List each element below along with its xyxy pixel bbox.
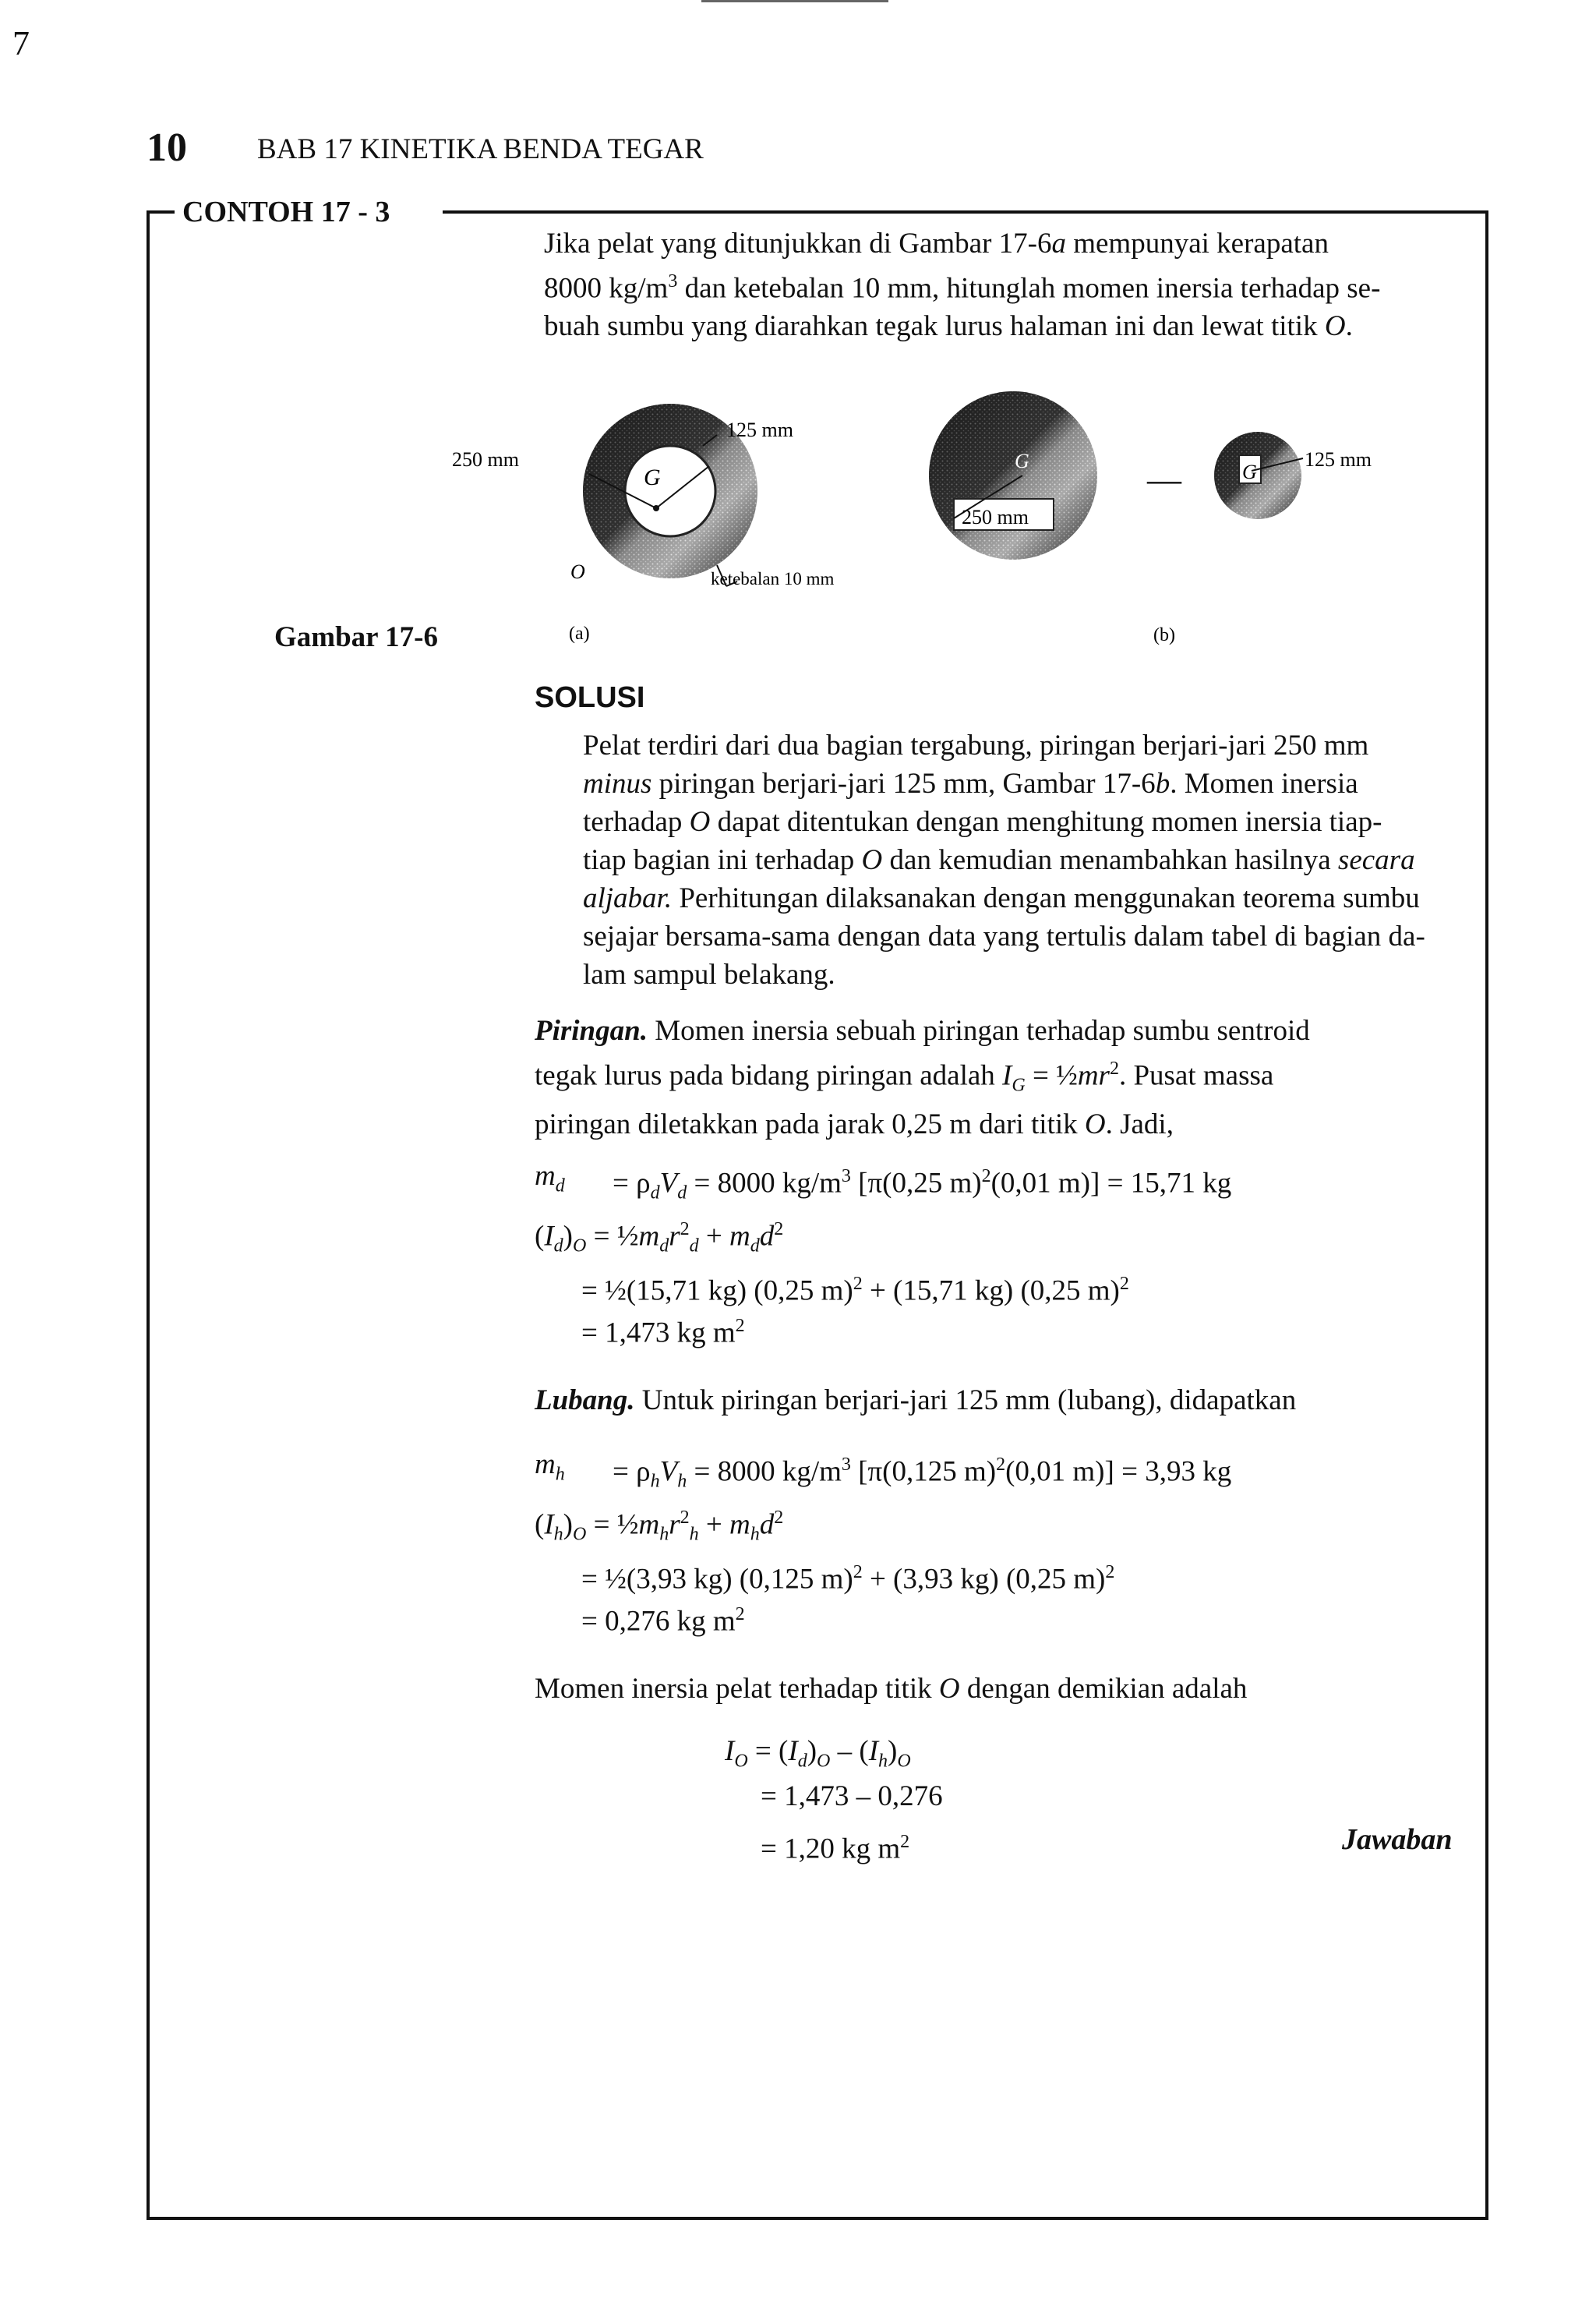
eq-final-total: $I_O = (I_d)_O - (I_h)_O$	[725, 1735, 911, 1772]
frame-top	[443, 210, 1488, 214]
lubang-paragraph: Lubang. Untuk piringan berjari-jari 125 mm (lubang), didapatkan	[535, 1384, 1297, 1416]
eq-disk-mass-rhs: = $\rho_dV_d = 8000$ $kg/m^3$ [π(0,25 m)$^2$(0,01 m)] = 15,71 kg	[613, 1166, 1232, 1204]
eq-hole-mass: $m_h$	[535, 1448, 565, 1485]
eq-disk-inertia-result: = 1,473 kg $m^2$	[581, 1316, 745, 1349]
figure-caption: Gambar 17-6	[274, 621, 439, 653]
label-G-a: G	[644, 465, 661, 490]
label-G-b: G	[1015, 450, 1029, 472]
minus-sign: —	[1147, 461, 1181, 499]
page-number: 10	[147, 125, 187, 170]
dim-250-b: 250 mm	[962, 506, 1029, 528]
eq-final-subtract: = 1,473 – 0,276	[761, 1780, 943, 1812]
dim-125-a: 125 mm	[726, 419, 793, 441]
answer-label: Jawaban	[1342, 1823, 1453, 1856]
eq-hole-inertia-result: = 0,276 kg $m^2$	[581, 1604, 745, 1638]
hole-b	[1214, 432, 1303, 519]
solution-paragraph: Pelat terdiri dari dua bagian tergabung, piringan berjari-jari 250 mm minus piringan berjari-jari 125 mm, Gambar 17-6b. Momen inersia terhadap O dapat ditentukan dengan menghitung momen inersia tiap- tiap bagian ini terhadap O dan kemudian menambahkan hasilnya secara aljabar. Perhitungan dilaksanakan dengan menggunakan teorema sumbu sejajar bersama-sama dengan data yang tertulis dalam tabel di bagian da- lam sampul belakang.	[583, 730, 1425, 991]
thickness-label: ketebalan 10 mm	[711, 569, 835, 589]
problem-statement: Jika pelat yang ditunjukkan di Gambar 17-6a mempunyai kerapatan 8000 $kg/m^3$ dan ketebalan 10 mm, hitunglah momen inersia terhadap se- buah sumbu yang diarahkan tegak lurus halaman ini dan lewat titik O.	[544, 228, 1381, 343]
figure-17-6	[436, 390, 1481, 686]
dim-125-b: 125 mm	[1305, 448, 1372, 471]
label-O: O	[570, 560, 585, 583]
disk-b	[929, 391, 1097, 560]
sub-label-a: (a)	[569, 624, 590, 644]
eq-disk-inertia-sub: = ½(15,71 kg) (0,25 m)$^2$ + (15,71 kg) (0,25 m)$^2$	[581, 1274, 1129, 1307]
eq-hole-inertia-sub: = ½(3,93 kg) (0,125 m)$^2$ + (3,93 kg) (0,25 m)$^2$	[581, 1562, 1115, 1596]
example-label: CONTOH 17 - 3	[176, 195, 396, 229]
scan-mark	[701, 0, 888, 2]
dim-250-a: 250 mm	[452, 448, 519, 471]
eq-disk-mass: $m_d$	[535, 1160, 565, 1196]
frame-top-left	[147, 210, 175, 214]
solution-heading: SOLUSI	[535, 681, 645, 714]
piringan-paragraph: Piringan. Momen inersia sebuah piringan terhadap sumbu sentroid tegak lurus pada bidang piringan adalah $I_G$ = $\frac{1}{2}mr^2$. Pusat massa piringan diletakkan pada jarak 0,25 m dari titik O. Jadi,	[535, 1015, 1310, 1140]
eq-hole-inertia: $(I_h)_O$ = $\frac{1}{2}m_hr^2_h + m_hd^2$	[535, 1507, 784, 1545]
eq-final-result: = 1,20 kg $m^2$	[761, 1832, 910, 1865]
eq-disk-inertia: $(I_d)_O$ = $\frac{1}{2}m_dr^2_d + m_dd^2$	[535, 1219, 784, 1257]
label-G-c: G	[1242, 461, 1257, 483]
eq-hole-mass-rhs: = $\rho_hV_h = 8000$ $kg/m^3$ [π(0,125 m)$^2$(0,01 m)] = 3,93 kg	[613, 1454, 1232, 1492]
running-title: BAB 17 KINETIKA BENDA TEGAR	[257, 133, 704, 165]
corner-mark: 7	[12, 24, 30, 62]
sub-label-b: (b)	[1153, 625, 1175, 645]
conclusion-text: Momen inersia pelat terhadap titik O dengan demikian adalah	[535, 1673, 1248, 1705]
